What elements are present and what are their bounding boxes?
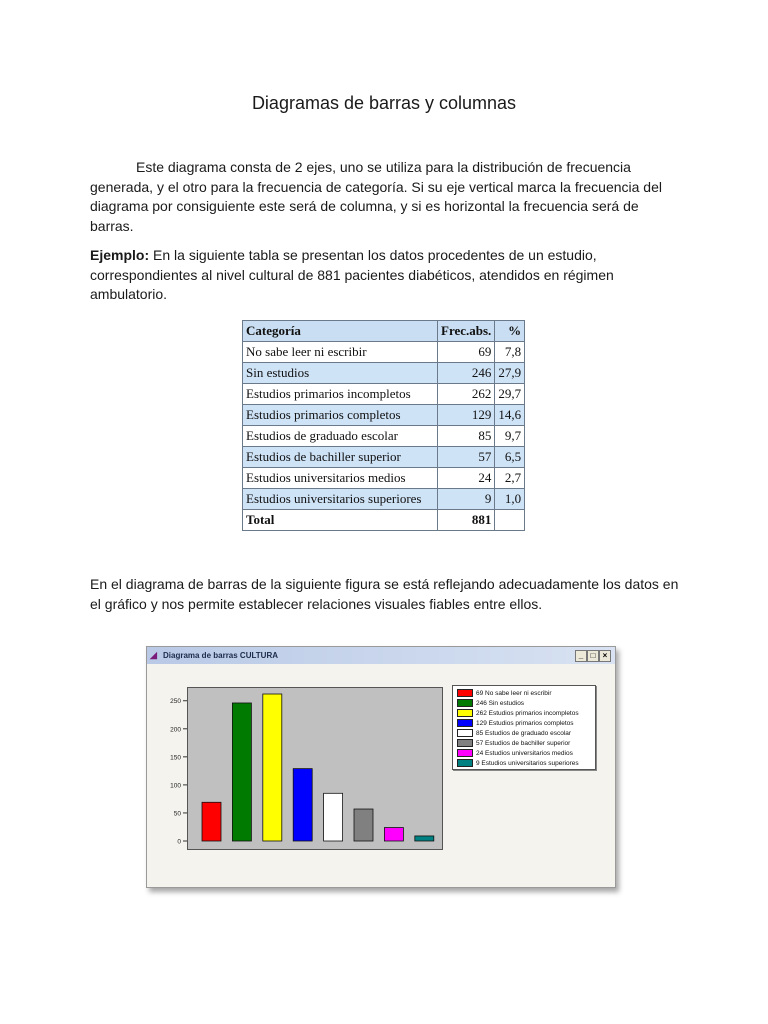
cell-category: Estudios de bachiller superior xyxy=(243,447,438,468)
document-title: Diagramas de barras y columnas xyxy=(251,93,517,113)
chart-window xyxy=(146,646,616,888)
legend-entry xyxy=(457,739,593,749)
bar-4 xyxy=(324,793,343,841)
cell-category: Sin estudios xyxy=(243,363,438,384)
cell-percent: 7,8 xyxy=(495,342,525,363)
bar-7 xyxy=(415,836,434,841)
legend-entry xyxy=(457,709,593,719)
example-paragraph xyxy=(90,246,680,305)
table-row xyxy=(243,405,525,426)
legend-swatch xyxy=(457,709,473,717)
example-text: En la siguiente tabla se presentan los datos procedentes de un estudio, correspondientes al nivel cultural de 881 pacientes diabéticos, atendidos en régimen ambulatorio. xyxy=(90,247,614,302)
y-tick-label: 50 xyxy=(173,810,181,818)
bar-0 xyxy=(202,802,221,841)
close-button[interactable]: × xyxy=(599,650,611,662)
cell-frequency: 69 xyxy=(438,342,495,363)
y-axis xyxy=(147,647,187,887)
legend-swatch xyxy=(457,759,473,767)
legend-label: 262 Estudios primarios incompletos xyxy=(476,710,579,717)
table-row xyxy=(243,363,525,384)
bar-5 xyxy=(354,809,373,841)
plot-area xyxy=(187,687,443,850)
total-percent xyxy=(495,510,525,531)
bars-layer xyxy=(188,688,442,849)
total-frequency: 881 xyxy=(438,510,495,531)
table-row xyxy=(243,342,525,363)
window-titlebar xyxy=(147,647,615,664)
bar-2 xyxy=(263,694,282,841)
app-icon: ◢ xyxy=(150,650,157,660)
minimize-button[interactable]: _ xyxy=(575,650,587,662)
bar-3 xyxy=(293,769,312,841)
chart-legend xyxy=(452,685,596,770)
legend-label: 246 Sin estudios xyxy=(476,700,525,707)
legend-entry xyxy=(457,719,593,729)
legend-swatch xyxy=(457,689,473,697)
cell-percent: 9,7 xyxy=(495,426,525,447)
cell-frequency: 85 xyxy=(438,426,495,447)
header-category: Categoría xyxy=(243,321,438,342)
cell-frequency: 262 xyxy=(438,384,495,405)
legend-entry xyxy=(457,689,593,699)
cell-frequency: 246 xyxy=(438,363,495,384)
cell-category: No sabe leer ni escribir xyxy=(243,342,438,363)
legend-entry xyxy=(457,729,593,739)
cell-category: Estudios universitarios medios xyxy=(243,468,438,489)
cell-percent: 14,6 xyxy=(495,405,525,426)
cell-category: Estudios de graduado escolar xyxy=(243,426,438,447)
cell-frequency: 9 xyxy=(438,489,495,510)
table-total-row xyxy=(243,510,525,531)
header-frequency: Frec.abs. xyxy=(438,321,495,342)
cell-category: Estudios primarios incompletos xyxy=(243,384,438,405)
intro-paragraph: Este diagrama consta de 2 ejes, uno se utiliza para la distribución de frecuencia generada, y el otro para la frecuencia de categoría. Si su eje vertical marca la frecuencia del diagrama por consiguiente este será de columna, y si es horizontal la frecuencia será de barras. xyxy=(90,159,662,234)
bar-1 xyxy=(232,703,251,841)
total-label: Total xyxy=(243,510,438,531)
cell-percent: 29,7 xyxy=(495,384,525,405)
y-tick-label: 250 xyxy=(170,698,181,706)
legend-swatch xyxy=(457,749,473,757)
chart-description-paragraph: En el diagrama de barras de la siguiente figura se está reflejando adecuadamente los datos en el gráfico y nos permite establecer relaciones visuales fiables entre ellos. xyxy=(90,576,679,612)
window-title: Diagrama de barras CULTURA xyxy=(163,651,278,660)
cell-frequency: 129 xyxy=(438,405,495,426)
cell-frequency: 24 xyxy=(438,468,495,489)
table-row xyxy=(243,489,525,510)
legend-label: 57 Estudios de bachiller superior xyxy=(476,740,571,747)
legend-label: 69 No sabe leer ni escribir xyxy=(476,690,552,697)
y-tick-label: 200 xyxy=(170,726,181,734)
cell-percent: 2,7 xyxy=(495,468,525,489)
legend-label: 24 Estudios universitarios medios xyxy=(476,750,573,757)
table-row xyxy=(243,384,525,405)
bar-6 xyxy=(384,828,403,841)
legend-entry xyxy=(457,699,593,709)
cell-frequency: 57 xyxy=(438,447,495,468)
y-tick-label: 150 xyxy=(170,754,181,762)
table-row xyxy=(243,426,525,447)
cell-percent: 6,5 xyxy=(495,447,525,468)
legend-label: 85 Estudios de graduado escolar xyxy=(476,730,572,737)
legend-swatch xyxy=(457,699,473,707)
cell-category: Estudios primarios completos xyxy=(243,405,438,426)
legend-swatch xyxy=(457,719,473,727)
legend-swatch xyxy=(457,729,473,737)
y-tick-label: 100 xyxy=(170,782,181,790)
example-label: Ejemplo: xyxy=(90,247,150,263)
maximize-button[interactable]: □ xyxy=(587,650,599,662)
cell-percent: 1,0 xyxy=(495,489,525,510)
table-header-row xyxy=(243,321,525,342)
legend-label: 129 Estudios primarios completos xyxy=(476,720,574,727)
table-row xyxy=(243,468,525,489)
legend-entry xyxy=(457,759,593,769)
y-tick-label: 0 xyxy=(177,838,181,846)
legend-entry xyxy=(457,749,593,759)
frequency-table xyxy=(242,320,525,531)
legend-swatch xyxy=(457,739,473,747)
cell-percent: 27,9 xyxy=(495,363,525,384)
legend-label: 9 Estudios universitarios superiores xyxy=(476,760,579,767)
cell-category: Estudios universitarios superiores xyxy=(243,489,438,510)
table-row xyxy=(243,447,525,468)
header-percent: % xyxy=(495,321,525,342)
